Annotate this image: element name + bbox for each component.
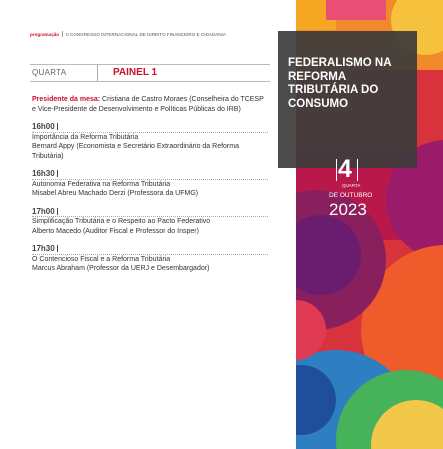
slot-speaker: Misabel Abreu Machado Derzi (Professora da UFMG) <box>32 190 199 197</box>
slot-speaker: Marcus Abraham (Professor da UERJ e Desembargador) <box>32 265 210 272</box>
conference-name: II CONGRESSO INTERNACIONAL DE DIREITO FINANCEIRO E CIDADANIA <box>66 32 226 37</box>
schedule-slot <box>32 169 268 199</box>
slot-time <box>32 122 268 133</box>
day-divider <box>97 65 98 81</box>
presiding-block <box>32 95 268 114</box>
day-row <box>30 64 270 82</box>
date-year: 2023 <box>329 200 367 219</box>
slot-time-text: 16h00 <box>32 122 55 131</box>
header <box>30 31 226 37</box>
program-content <box>32 95 268 274</box>
date-month: DE OUTUBRO <box>329 192 373 199</box>
slot-topic: Autonomia Federativa na Reforma Tributária <box>32 180 171 188</box>
slot-time <box>32 207 268 218</box>
time-tick <box>57 170 58 177</box>
slot-time-text: 17h00 <box>32 206 55 216</box>
slot-topic: Simplificação Tributária e o Respeito ao Pacto Federativo <box>32 218 211 225</box>
slot-time <box>32 244 268 255</box>
date-bar-left <box>336 159 337 181</box>
schedule-slot <box>32 207 268 237</box>
presiding-text: Cristiana de Castro Moraes (Conselheira do TCESP e Vice-Presidente de Desenvolvimento e Políticas Públicas do IRB) <box>32 96 264 113</box>
slot-topic: Importância da Reforma Tributária <box>32 133 139 141</box>
slot-speaker: Alberto Macedo (Auditor Fiscal e Professor do Insper) <box>32 227 199 235</box>
slot-time-text: 17h30 <box>32 244 55 253</box>
cover-title: FEDERALISMO NA REFORMA TRIBUTÁRIA DO CONSUMO <box>288 57 392 110</box>
slot-time-text: 16h30 <box>32 169 55 178</box>
slot-topic: O Contencioso Fiscal e a Reforma Tributária <box>32 255 171 263</box>
date-weekday: QUARTA <box>342 183 361 188</box>
date-number: 4 <box>338 155 352 183</box>
presiding-label: Presidente da mesa: <box>32 96 101 103</box>
day-name: QUARTA <box>32 68 67 77</box>
schedule-slot <box>32 244 268 274</box>
schedule-slot <box>32 122 268 161</box>
section-tag: programação <box>30 32 60 37</box>
panel-title: PAINEL 1 <box>113 67 158 78</box>
time-tick <box>57 208 58 215</box>
slot-speaker: Bernard Appy (Economista e Secretário Extraordinário da Reforma Tributária) <box>32 143 239 160</box>
time-tick <box>57 245 58 252</box>
date-bar-right <box>357 159 358 181</box>
header-divider <box>62 31 63 37</box>
slot-time <box>32 169 268 180</box>
time-tick <box>57 123 58 130</box>
